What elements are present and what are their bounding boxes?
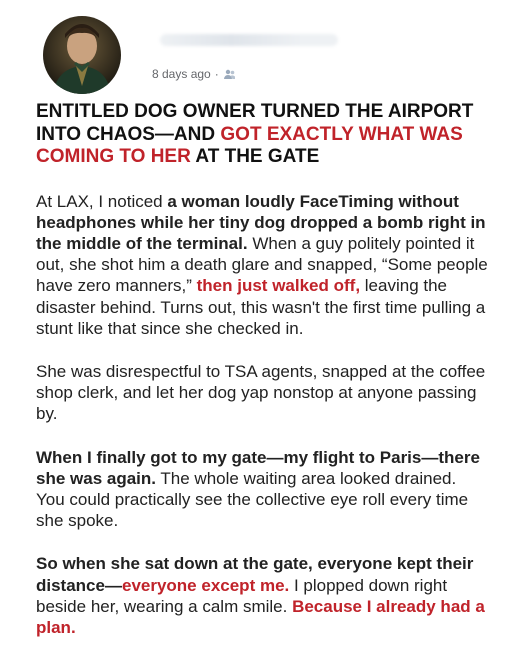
paragraph-3 xyxy=(36,447,488,532)
article-title xyxy=(36,101,488,169)
p1-text-3: leaving the disaster behind. Turns out, this wasn't the first time pulling a stunt like that since she checked in. xyxy=(36,276,486,338)
p1-text-2: When a guy politely pointed it out, she shot him a death glare and snapped, “Some people have zero manners,” xyxy=(36,233,488,296)
p3-bold-text: When I finally got to my gate—my flight to Paris—there she was again. xyxy=(36,447,480,488)
post-article xyxy=(36,101,488,660)
p3-text: The whole waiting area looked drained. You could practically see the collective eye roll every time she spoke. xyxy=(36,468,469,531)
paragraph-2: She was disrespectful to TSA agents, snapped at the coffee shop clerk, and let her dog yap nonstop at anyone passing by. xyxy=(36,361,486,424)
paragraph-4 xyxy=(36,553,488,638)
paragraph-1 xyxy=(36,191,488,339)
title-part-1: ENTITLED DOG OWNER TURNED THE AIRPORT INTO CHAOS—AND xyxy=(36,101,474,145)
post-header xyxy=(0,0,512,100)
avatar-image xyxy=(43,16,121,94)
p4-text: I plopped down right beside her, wearing a calm smile. xyxy=(36,575,448,616)
avatar[interactable] xyxy=(43,16,121,94)
p1-highlight: then just walked off, xyxy=(196,276,361,296)
post-time[interactable]: 8 days ago xyxy=(152,67,211,81)
p4-highlight-2: Because I already had a plan. xyxy=(36,596,485,637)
meta-separator: · xyxy=(214,67,219,81)
title-part-3: AT THE GATE xyxy=(190,146,320,167)
p1-text-1: At LAX, I noticed xyxy=(36,191,168,211)
p1-bold-text: a woman loudly FaceTiming without headphones while her tiny dog dropped a bomb right in the middle of the terminal. xyxy=(36,191,486,253)
p4-bold-text: So when she sat down at the gate, everyone kept their distance— xyxy=(36,554,474,595)
author-name-blurred[interactable] xyxy=(160,34,338,46)
title-highlight: GOT EXACTLY WHAT WAS COMING TO HER xyxy=(36,123,463,167)
post-meta xyxy=(152,67,236,81)
friends-icon[interactable] xyxy=(223,68,236,81)
p4-highlight-1: everyone except me. xyxy=(121,575,290,595)
